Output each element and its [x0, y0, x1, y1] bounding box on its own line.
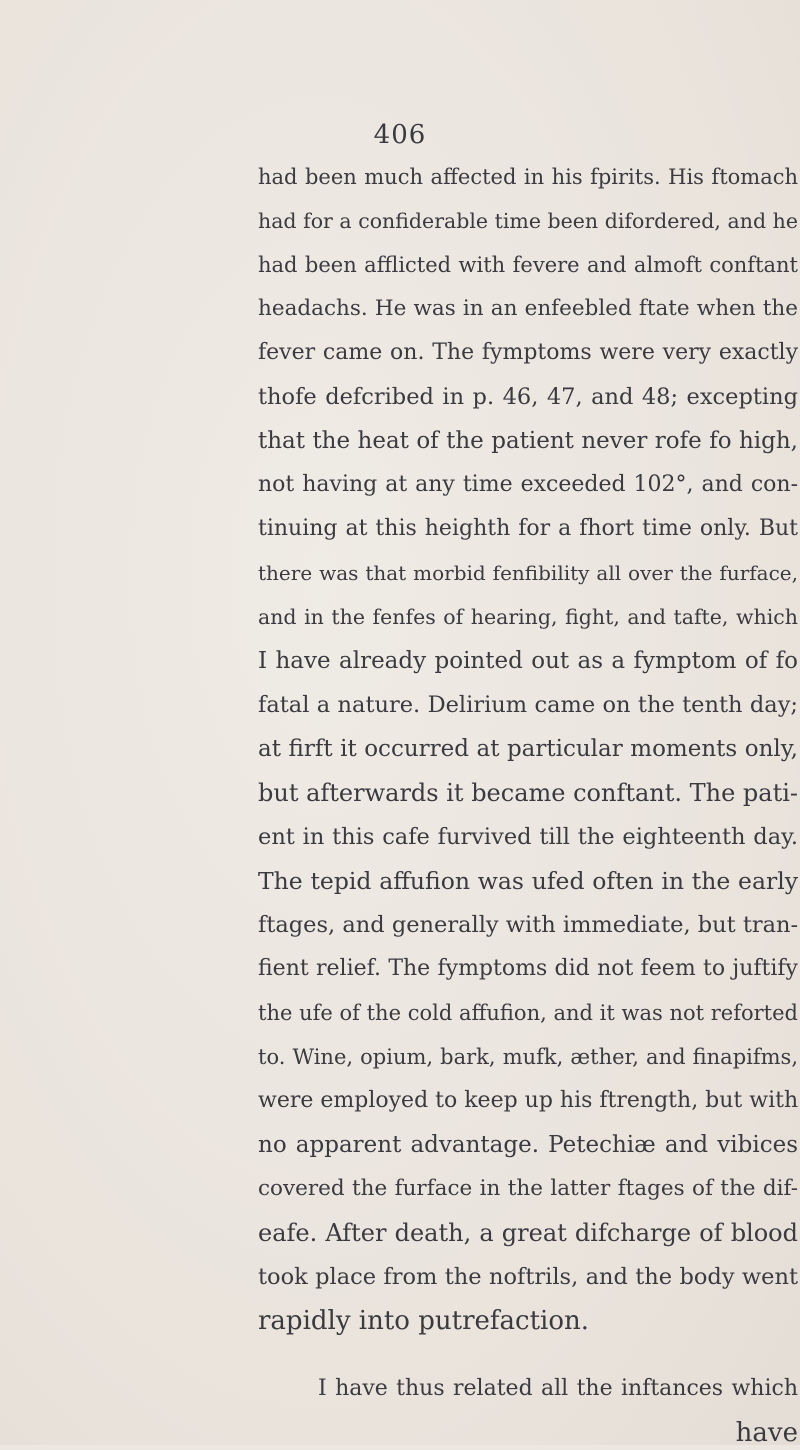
text-line: rapidly into putrefaction.: [258, 1306, 589, 1336]
text-line: not having at any time exceeded 102°, and con-: [258, 472, 798, 497]
text-line: ent in this cafe furvived till the eighteenth day.: [258, 824, 798, 850]
text-line: fient relief. The fymptoms did not feem to juftify: [258, 956, 798, 981]
text-line: and in the fenfes of hearing, fight, and tafte, which: [258, 605, 798, 629]
text-line: tinuing at this heighth for a fhort time only. But: [258, 516, 798, 541]
text-line: thofe defcribed in p. 46, 47, and 48; excepting: [258, 384, 798, 410]
text-line: I have thus related all the inftances which: [318, 1376, 798, 1401]
text-line: to. Wine, opium, bark, mufk, æther, and finapifms,: [258, 1045, 798, 1069]
text-line: but afterwards it became conftant. The pati-: [258, 779, 799, 807]
text-line: ftages, and generally with immediate, but tran-: [258, 912, 799, 938]
text-line: headachs. He was in an enfeebled ftate when the: [258, 296, 798, 321]
text-line: had been afflicted with fevere and almoft conftant: [258, 253, 798, 277]
text-line: that the heat of the patient never rofe fo high,: [258, 428, 798, 454]
text-line: at firft it occurred at particular moments only,: [258, 736, 798, 762]
text-line: fatal a nature. Delirium came on the tenth day;: [258, 692, 798, 718]
text-line: covered the furface in the latter ftages of the dif-: [258, 1176, 798, 1201]
page-number: 406: [373, 120, 427, 150]
text-line: were employed to keep up his ftrength, but with: [258, 1088, 799, 1113]
text-line: the ufe of the cold affufion, and it was not reforted: [258, 1001, 798, 1025]
text-line: The tepid affufion was ufed often in the early: [258, 867, 798, 895]
text-line: I have already pointed out as a fymptom of fo: [258, 648, 798, 674]
text-line: no apparent advantage. Petechiæ and vibices: [258, 1132, 798, 1158]
text-line: took place from the noftrils, and the body went: [258, 1264, 798, 1290]
text-line: eafe. After death, a great difcharge of blood: [258, 1219, 798, 1247]
catchword: have: [735, 1418, 798, 1448]
text-line: there was that morbid fenfibility all over the furface,: [258, 561, 798, 585]
text-line: fever came on. The fymptoms were very exactly: [258, 340, 798, 365]
text-line: had for a confiderable time been difordered, and he: [258, 209, 798, 233]
text-line: had been much affected in his fpirits. His ftomach: [258, 165, 798, 189]
